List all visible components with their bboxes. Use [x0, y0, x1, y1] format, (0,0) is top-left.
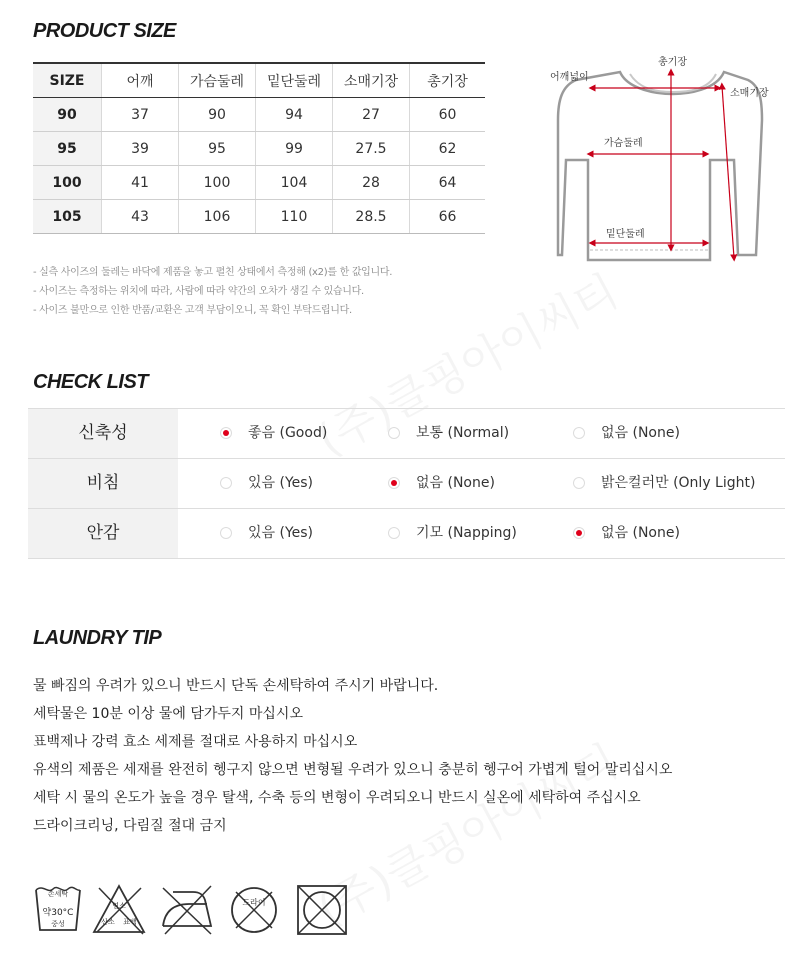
size-cell: 100	[33, 166, 102, 200]
radio-icon[interactable]	[573, 477, 585, 489]
table-row	[33, 166, 485, 200]
table-row	[33, 200, 485, 234]
radio-icon[interactable]	[220, 427, 232, 439]
option-only-light[interactable]: 밝은컬러만 (Only Light)	[573, 474, 755, 492]
size-cell: 105	[33, 200, 102, 234]
size-header: SIZE	[33, 63, 102, 98]
option-good[interactable]: 좋음 (Good)	[220, 424, 327, 442]
table-cell: 43	[102, 200, 179, 234]
table-cell: 39	[102, 132, 179, 166]
option-normal[interactable]: 보통 (Normal)	[388, 424, 509, 442]
table-cell: 27.5	[333, 132, 410, 166]
table-cell: 28.5	[333, 200, 410, 234]
check-list-table	[28, 408, 785, 559]
check-row-stretch	[28, 409, 785, 459]
table-cell: 28	[333, 166, 410, 200]
laundry-line: 표백제나 강력 효소 세제를 절대로 사용하지 마십시오	[33, 734, 358, 750]
size-cell: 95	[33, 132, 102, 166]
radio-icon[interactable]	[388, 527, 400, 539]
table-cell: 64	[410, 166, 486, 200]
table-cell: 62	[410, 132, 486, 166]
chest-header: 가슴둘레	[179, 63, 256, 98]
no-iron-icon	[159, 882, 215, 938]
option-none[interactable]: 없음 (None)	[388, 474, 495, 492]
table-cell: 104	[256, 166, 333, 200]
size-table	[33, 62, 485, 234]
length-header: 총기장	[410, 63, 486, 98]
laundry-line: 세탁물은 10분 이상 물에 담가두지 마십시오	[33, 706, 303, 722]
table-cell: 100	[179, 166, 256, 200]
option-none[interactable]: 없음 (None)	[573, 524, 680, 542]
svg-text:염소: 염소	[112, 902, 126, 910]
svg-text:손세탁: 손세탁	[47, 890, 69, 898]
diagram-length-label: 총기장	[658, 57, 687, 68]
table-cell: 41	[102, 166, 179, 200]
diagram-sleeve-label: 소매기장	[730, 88, 769, 99]
table-cell: 110	[256, 200, 333, 234]
sleeve-header: 소매기장	[333, 63, 410, 98]
diagram-hem-label: 밑단둘레	[606, 229, 645, 240]
option-yes[interactable]: 있음 (Yes)	[220, 474, 313, 492]
radio-icon[interactable]	[573, 527, 585, 539]
svg-text:약30°C: 약30°C	[42, 908, 74, 918]
size-note: - 사이즈는 측정하는 위치에 따라, 사람에 따라 약간의 오차가 생길 수 있습니다.	[33, 286, 364, 297]
radio-icon[interactable]	[573, 427, 585, 439]
radio-icon[interactable]	[220, 527, 232, 539]
diagram-chest-label: 가슴둘레	[604, 138, 643, 149]
laundry-line: 드라이크리닝, 다림질 절대 금지	[33, 818, 227, 834]
table-cell: 90	[179, 98, 256, 132]
laundry-tip-title: LAUNDRY TIP	[33, 627, 162, 649]
table-cell: 37	[102, 98, 179, 132]
option-napping[interactable]: 기모 (Napping)	[388, 524, 517, 542]
table-row	[33, 132, 485, 166]
laundry-line: 유색의 제품은 세재를 완전히 헹구지 않으면 변형될 우려가 있으니 충분히 헹구어 가볍게 털어 말리십시오	[33, 762, 673, 778]
laundry-tips	[33, 672, 672, 840]
svg-text:드라이: 드라이	[242, 898, 266, 907]
check-row-seethrough	[28, 459, 785, 509]
hand-wash-icon	[33, 882, 83, 938]
table-cell: 66	[410, 200, 486, 234]
no-tumble-dry-icon	[295, 882, 349, 938]
table-cell: 106	[179, 200, 256, 234]
laundry-line: 세탁 시 물의 온도가 높을 경우 탈색, 수축 등의 변형이 우려되오니 반드시 실온에 세탁하여 주십시오	[33, 790, 641, 806]
table-cell: 99	[256, 132, 333, 166]
table-row	[33, 98, 485, 132]
shoulder-header: 어깨	[102, 63, 179, 98]
radio-icon[interactable]	[220, 477, 232, 489]
option-yes[interactable]: 있음 (Yes)	[220, 524, 313, 542]
diagram-shoulder-label: 어깨넓이	[550, 72, 589, 83]
size-diagram	[548, 50, 788, 275]
table-cell: 94	[256, 98, 333, 132]
size-cell: 90	[33, 98, 102, 132]
radio-icon[interactable]	[388, 427, 400, 439]
check-row-label: 비침	[28, 459, 178, 508]
check-row-lining	[28, 509, 785, 559]
svg-text:중성: 중성	[51, 920, 65, 928]
table-cell: 27	[333, 98, 410, 132]
laundry-line: 물 빠짐의 우려가 있으니 반드시 단독 손세탁하여 주시기 바랍니다.	[33, 678, 439, 694]
option-none[interactable]: 없음 (None)	[573, 424, 680, 442]
table-cell: 95	[179, 132, 256, 166]
check-row-label: 신축성	[28, 409, 178, 458]
svg-text:표백: 표백	[123, 918, 137, 926]
no-bleach-icon	[91, 882, 147, 938]
size-table-header	[33, 63, 485, 98]
check-row-label: 안감	[28, 509, 178, 558]
size-notes	[33, 263, 392, 320]
table-cell: 60	[410, 98, 486, 132]
no-dry-clean-icon	[229, 882, 279, 938]
size-note: - 실측 사이즈의 둘레는 바닥에 제품을 놓고 펼친 상태에서 측정해 (x2)를 한 값입니다.	[33, 267, 393, 278]
hem-header: 밑단둘레	[256, 63, 333, 98]
svg-text:산소: 산소	[101, 918, 115, 926]
radio-icon[interactable]	[388, 477, 400, 489]
size-note: - 사이즈 불만으로 인한 반품/교환은 고객 부담이오니, 꼭 확인 부탁드립니다.	[33, 305, 352, 316]
check-list-title: CHECK LIST	[33, 371, 148, 393]
product-size-title: PRODUCT SIZE	[33, 20, 176, 42]
